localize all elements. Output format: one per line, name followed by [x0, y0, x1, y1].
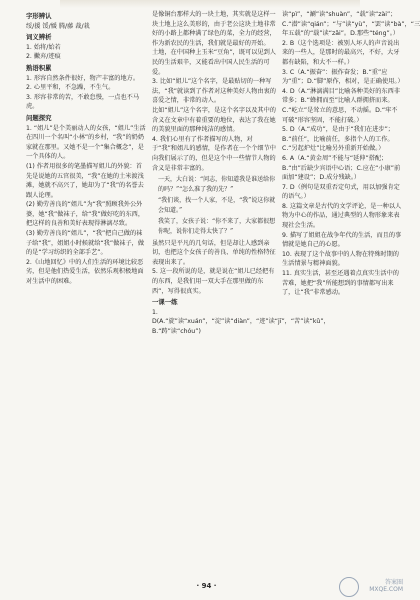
answer-paragraph: 绥/援 馁/媛 腾/藤 裁/栽: [26, 22, 90, 30]
answer-paragraph: 6. A（A.“黄金周”不能与“延伸”搭配；B.“由”后缺少宾语中心语；C.应在“小康”前面加“建设”；D.成分残缺。）: [282, 154, 401, 182]
answer-paragraph: 2. 心里平和，不急躁，不生气。: [26, 84, 115, 92]
answer-paragraph: 3. C（A.“振奋”：振作奋发；B.“重”应为“重”；D.“脚”原作，相对，是正确使用。）: [282, 68, 404, 86]
section-heading: 字形辨认: [26, 12, 52, 20]
answer-paragraph: 11. 真实生活，甚至还遇着点真实生活中的苦难，她把“我”所能想到的事情都写出来了，让“我”非常感动。: [282, 270, 399, 297]
answer-paragraph: 2.《山地回忆》中的人们生活的环境比较恶劣，但是他们热爱生活，依然乐观积极地面对生活中的困难。: [26, 258, 144, 286]
answer-paragraph: 1. “姐儿”是个美丽动人的女孩，“姐儿”生活在四川一个名叫“小林”的乡村，“我”的奶奶家就在那里。又她不是一个“集合概念”，是一个具体的人。: [26, 124, 146, 161]
answer-paragraph: 10. 表现了这个故事中的人物在特殊时期的生活情景与精神面貌。: [282, 250, 399, 268]
section-heading: 一课一练: [152, 298, 178, 307]
answer-paragraph: 比如“姐儿”这个名字，是这个名字以及其中的含义在文章中有着重要的地位，表达了我在她的美貌里面的那种纯洁的感情。: [152, 106, 276, 134]
scan-edge-shadow: [60, 0, 360, 8]
answer-paragraph: 8. 这篇文章是古代的文学评论，是一种以人物为中心的作品，通过典型的人物形象来表现社会生活。: [282, 202, 402, 230]
answer-paragraph: 3. 形容非常的苦，不敢怠慢，一点也不马虎。: [26, 93, 140, 111]
section-heading: 词义辨析: [26, 33, 52, 42]
answer-paragraph: 读“pì”，“涮”读“shuàn”，“载”读“zài”；C.“潜”读“qián”；“与”读“yù”，“罢”读“bà”，“三年五载”的“载”读“zǎi”。D.那些“téng”。）: [282, 11, 420, 38]
answer-paragraph: (2) 勤劳善良的“姐儿”为“我”照顾我外公外婆，她“我”做袜子，给“我”做好吃的东西，把这样的良善和美好表现得淋漓尽致。: [26, 201, 145, 228]
answer-paragraph: 1. 始将/始若: [26, 43, 61, 51]
watermark-text: 答案圈 MXQE.COM: [369, 579, 403, 593]
answer-paragraph: 2. 撇弃/迹痕: [26, 53, 61, 61]
answer-paragraph: 3. 比如“姐儿”这个名字，是最贴切的一种写法，“我”就读到了作者对这种美好人物由衷的喜爱之情，非常的动人。: [152, 78, 276, 105]
answer-paragraph: 9. 描写了姐姐在战争年代的生活，而且的事情就是她自己的心愿。: [282, 231, 402, 249]
watermark-circle-icon: [339, 577, 359, 597]
page-number: · 94 ·: [196, 582, 217, 590]
answer-paragraph: (3) 勤劳善良的“姐儿”，“我”把自己做的袜子给“我”，姐姐小时候就给“我”做袜子，做的是“学习纺织的全部手艺”。: [26, 230, 145, 257]
answer-paragraph: 土地，在中国种上玉米“豆角”，既可以见到人民的生活艰辛，又能看出中国人民生活的可爱。: [152, 49, 276, 76]
answer-paragraph: (1) 作者用很多的笔墨描写姐儿的外貌：首先是说她的五官很美，“我”在她的土米渡浅滩，她就不高兴了，她却为了“我”的名誉去跟人论理。: [26, 162, 144, 199]
answer-column-middle: [152, 10, 330, 582]
section-heading: 熟语积累: [26, 63, 52, 72]
quoted-passage: 一天，大白说：“问志，你知道我是谁送给你的吗？”“怎么准了我的先？”: [158, 176, 276, 193]
answer-column-right: [282, 10, 420, 582]
answer-paragraph: 1. D(A.“旋”读“xuán”，“淀”读“diàn”，“迹”读“jī”，“苦”读“kǔ”，B.“踌”读“chóu”): [152, 308, 330, 335]
answer-paragraph: 2. B（这个选项是：被别人坏人的声音说出来的一些人，是那时的最高兴，不好，大牙都有缺陷，和大不一样。）: [282, 39, 400, 66]
answer-paragraph: 1. 形容自然条件很好，物产丰富的地方。: [26, 74, 140, 82]
answer-paragraph: 4. D（A.“淋漓满目”比喻各种美好的东西非常多；B.“蜂拥而至”比喻人群拥挤而来。C.“屹立”是耸立的意思，不动摇。D.“牢不可破”形容坚固，不能打破。）: [282, 87, 400, 124]
quoted-passage: “我们谈，找一个人家，不是，“我”说这你就会知道。”: [158, 197, 276, 214]
answer-paragraph: 5. D（A.“成功”，是由于“我们在进步”；B.“前任”，比喻前任，多指个人的工作。C.“另起炉灶”比喻另外重新开始做。）: [282, 126, 394, 153]
answer-paragraph: 5. 这一段所说的是，就是说在“姐儿已经把有的东西，是我们用一双大手在那里做的东西”，写得很真实。: [152, 268, 275, 295]
answer-paragraph: 4. 我们心里有了作者描写的人物，对于“我”和姐儿的感情，是作者在一个个细节中向我们展示了的，但是这个中一些情节人物的含义是非常丰富的。: [152, 135, 276, 172]
quoted-passage: 我笑了，女孩子说：“你不来了，大家都很想你呢，说你们走得太快了？”: [158, 218, 276, 236]
answer-column-left: [26, 10, 148, 582]
answer-paragraph: 虽然只是平凡的几句话，但是却让人感到亲切，也把这个女孩子的善良、单纯的性格特征表现出来了。: [152, 239, 276, 266]
watermark-logo: [341, 577, 403, 597]
section-heading: 问题探究: [26, 113, 52, 122]
answer-paragraph: 7. D（例句是双重否定句式，用以加强肯定的语气。）: [282, 183, 400, 201]
answer-paragraph: 是像铜台那样大的一块土地，其实就是这样一块土地上这么美形的，由于老公这块土地非常好的小路上都种满了绿色的菜，全力的经营，作为新农民的生活，我们就是最好的开始。: [152, 11, 276, 47]
